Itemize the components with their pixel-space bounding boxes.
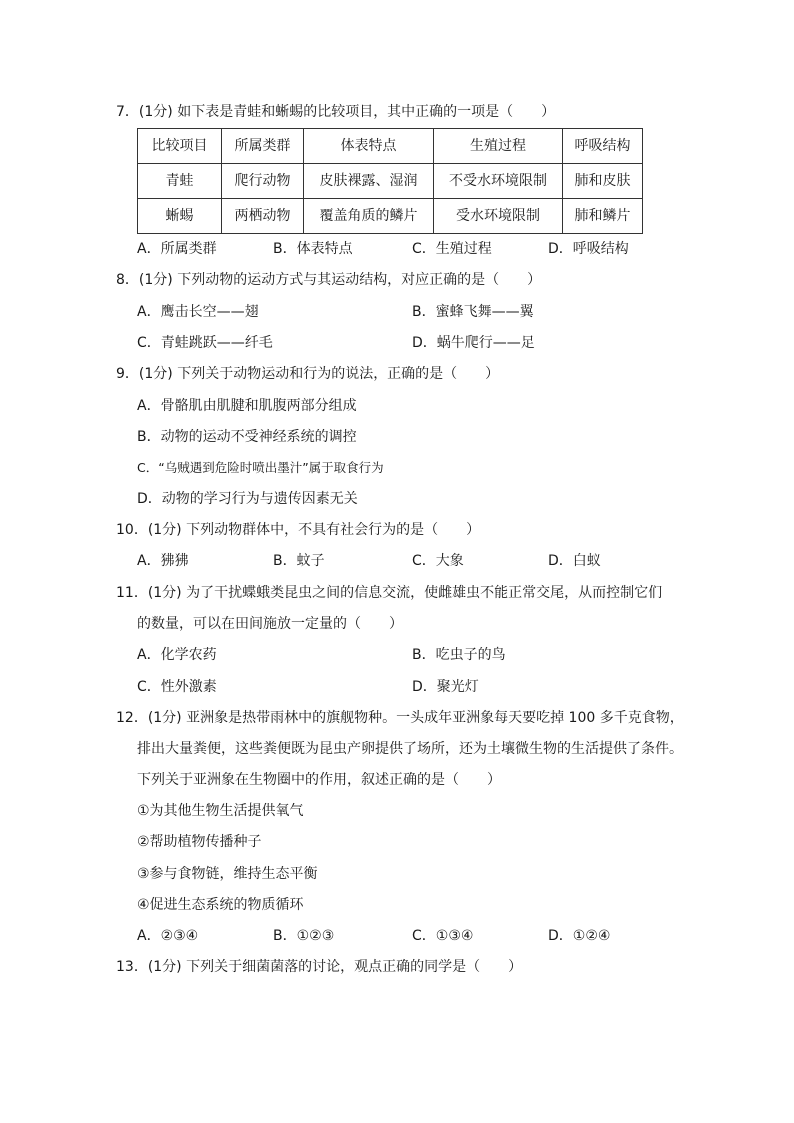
q12-statement-1: ①为其他生物生活提供氧气 [137,803,304,819]
table-cell: 皮肤裸露、湿润 [304,164,434,199]
q11-option-c: C．性外激素 [137,679,217,695]
table-cell: 爬行动物 [222,164,304,199]
table-header-cell: 比较项目 [138,129,222,164]
q9-option-b: B．动物的运动不受神经系统的调控 [137,429,357,445]
table-header-row [138,129,643,164]
question-11-stem-line2: 的数量，可以在田间施放一定量的（ ） [137,616,403,632]
q12-option-c: C．①③④ [412,928,474,944]
table-cell: 肺和皮肤 [563,164,643,199]
q8-option-a: A．鹰击长空——翅 [137,304,259,320]
q9-option-c: C．“乌贼遇到危险时喷出墨汁”属于取食行为 [137,460,384,475]
table-header-cell: 体表特点 [304,129,434,164]
q10-option-a: A．狒狒 [137,553,189,569]
q8-option-c: C．青蛙跳跃——纤毛 [137,335,273,351]
q11-option-b: B．吃虫子的鸟 [412,647,506,663]
q8-option-b: B．蜜蜂飞舞——翼 [412,304,534,320]
question-7-stem: 7．(1分) 如下表是青蛙和蜥蜴的比较项目，其中正确的一项是（ ） [116,104,556,120]
q12-option-b: B．①②③ [273,928,335,944]
q10-option-b: B．蚊子 [273,553,325,569]
q12-option-d: D．①②④ [548,928,611,944]
question-8-stem: 8．(1分) 下列动物的运动方式与其运动结构，对应正确的是（ ） [116,272,542,288]
table-header-cell: 呼吸结构 [563,129,643,164]
table-row [138,164,643,199]
q12-statement-4: ④促进生态系统的物质循环 [137,897,304,913]
comparison-table [137,128,643,234]
table-cell: 不受水环境限制 [434,164,563,199]
q9-option-a: A．骨骼肌由肌腱和肌腹两部分组成 [137,398,357,414]
table-header-cell: 生殖过程 [434,129,563,164]
question-12-stem-line1: 12．(1分) 亚洲象是热带雨林中的旗舰物种。一头成年亚洲象每天要吃掉 100 多千克食物， [116,710,684,726]
table-cell: 蜥蜴 [138,199,222,234]
question-12-stem-line3: 下列关于亚洲象在生物圈中的作用，叙述正确的是（ ） [137,772,501,788]
q8-option-d: D．蜗牛爬行——足 [412,335,535,351]
q10-option-c: C．大象 [412,553,464,569]
question-10-stem: 10．(1分) 下列动物群体中，不具有社会行为的是（ ） [116,522,481,538]
table-cell: 青蛙 [138,164,222,199]
table-cell: 两栖动物 [222,199,304,234]
question-11-stem-line1: 11．(1分) 为了干扰蝶蛾类昆虫之间的信息交流，使雌雄虫不能正常交尾，从而控制它们 [116,585,663,601]
q10-option-d: D．白蚁 [548,553,601,569]
q7-option-d: D．呼吸结构 [548,241,629,257]
q11-option-d: D．聚光灯 [412,679,479,695]
table-header-cell: 所属类群 [222,129,304,164]
table-cell: 覆盖角质的鳞片 [304,199,434,234]
question-12-stem-line2: 排出大量粪便，这些粪便既为昆虫产卵提供了场所，还为土壤微生物的生活提供了条件。 [137,741,683,757]
q9-option-d: D．动物的学习行为与遗传因素无关 [137,491,358,507]
q12-statement-2: ②帮助植物传播种子 [137,834,262,850]
q7-option-a: A．所属类群 [137,241,217,257]
question-9-stem: 9．(1分) 下列关于动物运动和行为的说法，正确的是（ ） [116,366,500,382]
q12-statement-3: ③参与食物链，维持生态平衡 [137,866,318,882]
q7-option-b: B．体表特点 [273,241,353,257]
question-13-stem: 13．(1分) 下列关于细菌菌落的讨论，观点正确的同学是（ ） [116,959,523,975]
q11-option-a: A．化学农药 [137,647,217,663]
table-cell: 受水环境限制 [434,199,563,234]
q7-option-c: C．生殖过程 [412,241,492,257]
table-cell: 肺和鳞片 [563,199,643,234]
table-row [138,199,643,234]
q12-option-a: A．②③④ [137,928,199,944]
